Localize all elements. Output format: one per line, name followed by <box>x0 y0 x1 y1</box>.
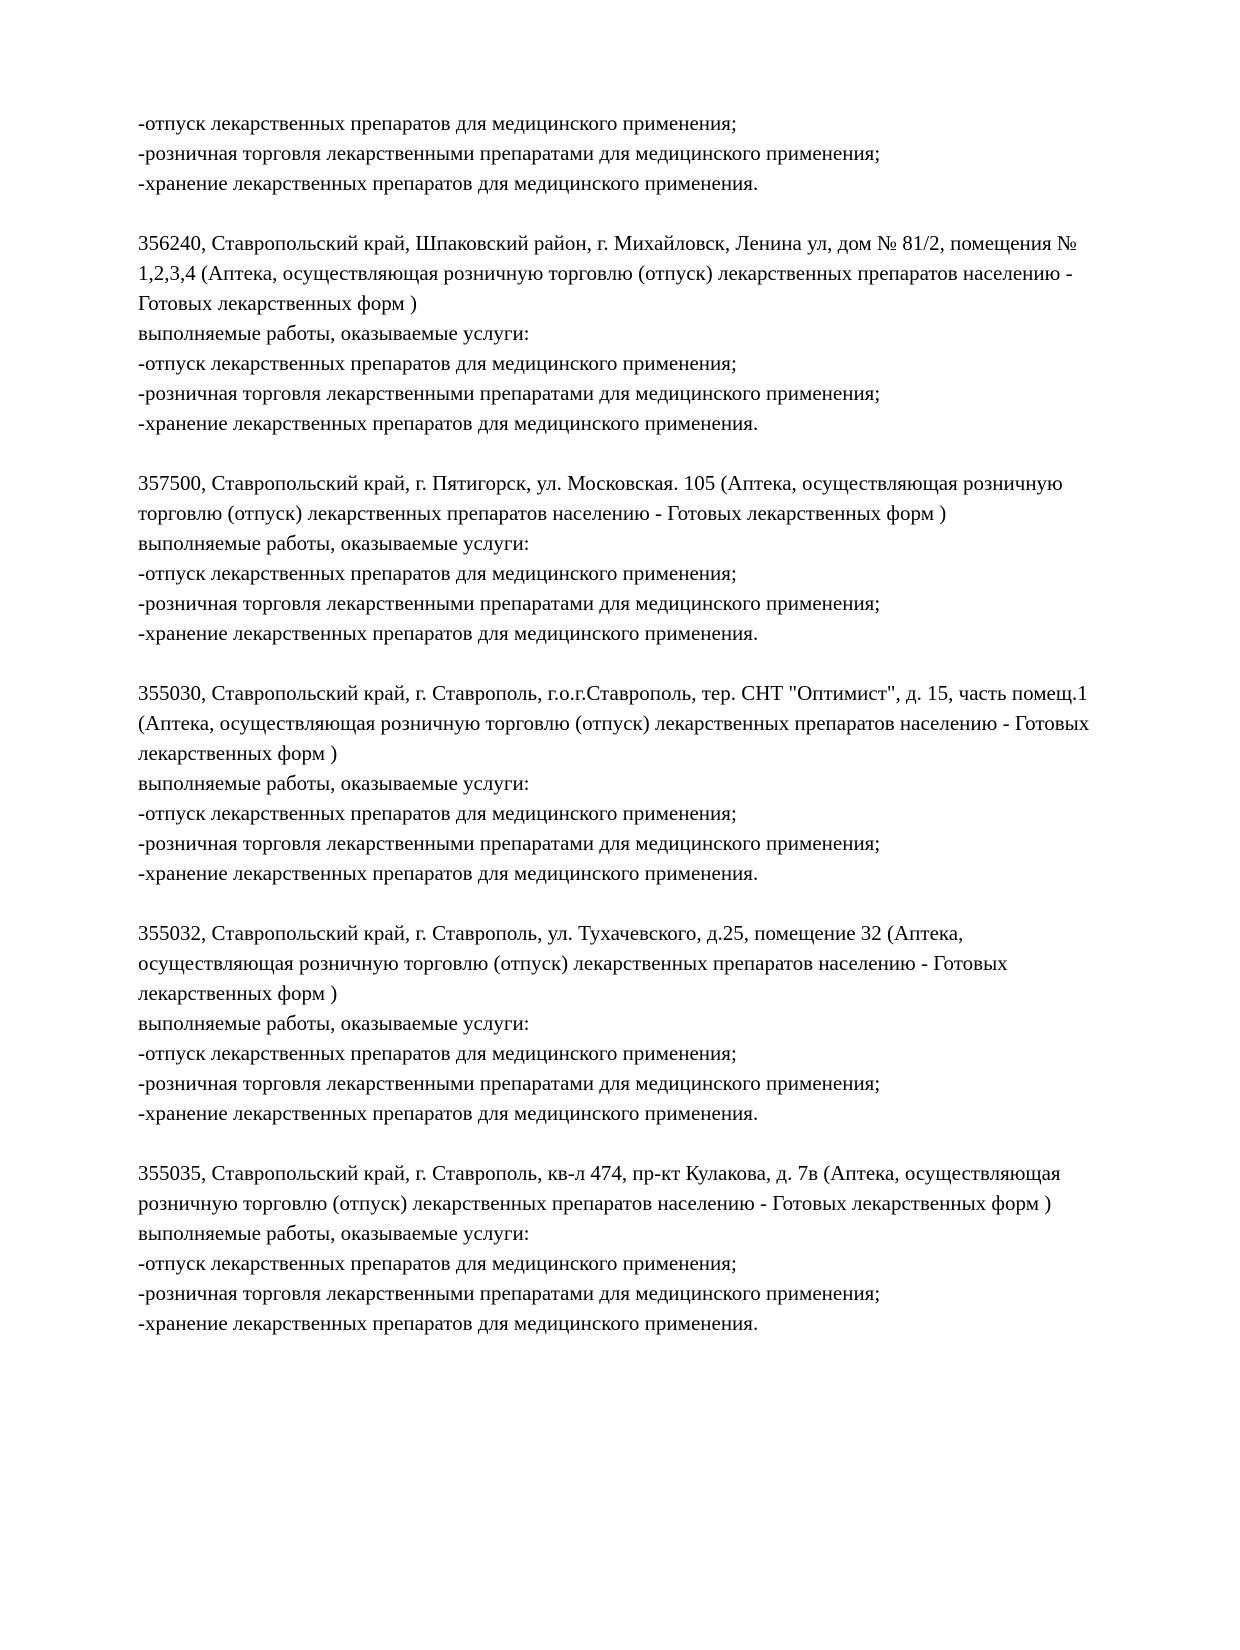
service-line: -розничная торговля лекарственными препаратами для медицинского применения; <box>138 1281 881 1305</box>
works-label: выполняемые работы, оказываемые услуги: <box>138 771 530 795</box>
license-entry-355030 <box>138 678 1102 888</box>
service-line: -розничная торговля лекарственными препаратами для медицинского применения; <box>138 591 881 615</box>
service-line: -хранение лекарственных препаратов для медицинского применения. <box>138 1101 759 1125</box>
service-line: -розничная торговля лекарственными препаратами для медицинского применения; <box>138 831 881 855</box>
pharmacy-address: 355032, Ставропольский край, г. Ставрополь, ул. Тухачевского, д.25, помещение 32 (Аптека, осуществляющая розничную торговлю (отпуск) лекарственных препаратов населению - Готовых лекарственных форм ) <box>138 921 1008 1005</box>
pharmacy-address: 355035, Ставропольский край, г. Ставрополь, кв-л 474, пр-кт Кулакова, д. 7в (Аптека, осуществляющая розничную торговлю (отпуск) лекарственных препаратов населению - Готовых лекарственных форм ) <box>138 1161 1061 1215</box>
service-line: -отпуск лекарственных препаратов для медицинского применения; <box>138 1251 737 1275</box>
service-line: -отпуск лекарственных препаратов для медицинского применения; <box>138 351 737 375</box>
pharmacy-address: 355030, Ставропольский край, г. Ставрополь, г.о.г.Ставрополь, тер. СНТ "Оптимист", д. 15, часть помещ.1 (Аптека, осуществляющая розничную торговлю (отпуск) лекарственных препаратов населению - Готовых лекарственных форм ) <box>138 681 1090 765</box>
service-line: -розничная торговля лекарственными препаратами для медицинского применения; <box>138 381 881 405</box>
works-label: выполняемые работы, оказываемые услуги: <box>138 1221 530 1245</box>
license-entry-357500 <box>138 468 1102 648</box>
service-line: -хранение лекарственных препаратов для медицинского применения. <box>138 1311 759 1335</box>
license-entry-355035 <box>138 1158 1102 1338</box>
pharmacy-address: 357500, Ставропольский край, г. Пятигорск, ул. Московская. 105 (Аптека, осуществляющая розничную торговлю (отпуск) лекарственных препаратов населению - Готовых лекарственных форм ) <box>138 471 1063 525</box>
service-line: -розничная торговля лекарственными препаратами для медицинского применения; <box>138 141 881 165</box>
pharmacy-address: 356240, Ставропольский край, Шпаковский район, г. Михайловск, Ленина ул, дом № 81/2, помещения № 1,2,3,4 (Аптека, осуществляющая розничную торговлю (отпуск) лекарственных препаратов населению - Готовых лекарственных форм ) <box>138 231 1077 315</box>
continuation-services <box>138 108 1102 198</box>
service-line: -отпуск лекарственных препаратов для медицинского применения; <box>138 561 737 585</box>
works-label: выполняемые работы, оказываемые услуги: <box>138 1011 530 1035</box>
license-entry-356240 <box>138 228 1102 438</box>
service-line: -отпуск лекарственных препаратов для медицинского применения; <box>138 801 737 825</box>
service-line: -хранение лекарственных препаратов для медицинского применения. <box>138 171 759 195</box>
service-line: -отпуск лекарственных препаратов для медицинского применения; <box>138 111 737 135</box>
works-label: выполняемые работы, оказываемые услуги: <box>138 531 530 555</box>
license-entry-355032 <box>138 918 1102 1128</box>
service-line: -отпуск лекарственных препаратов для медицинского применения; <box>138 1041 737 1065</box>
works-label: выполняемые работы, оказываемые услуги: <box>138 321 530 345</box>
service-line: -хранение лекарственных препаратов для медицинского применения. <box>138 411 759 435</box>
service-line: -розничная торговля лекарственными препаратами для медицинского применения; <box>138 1071 881 1095</box>
service-line: -хранение лекарственных препаратов для медицинского применения. <box>138 861 759 885</box>
service-line: -хранение лекарственных препаратов для медицинского применения. <box>138 621 759 645</box>
